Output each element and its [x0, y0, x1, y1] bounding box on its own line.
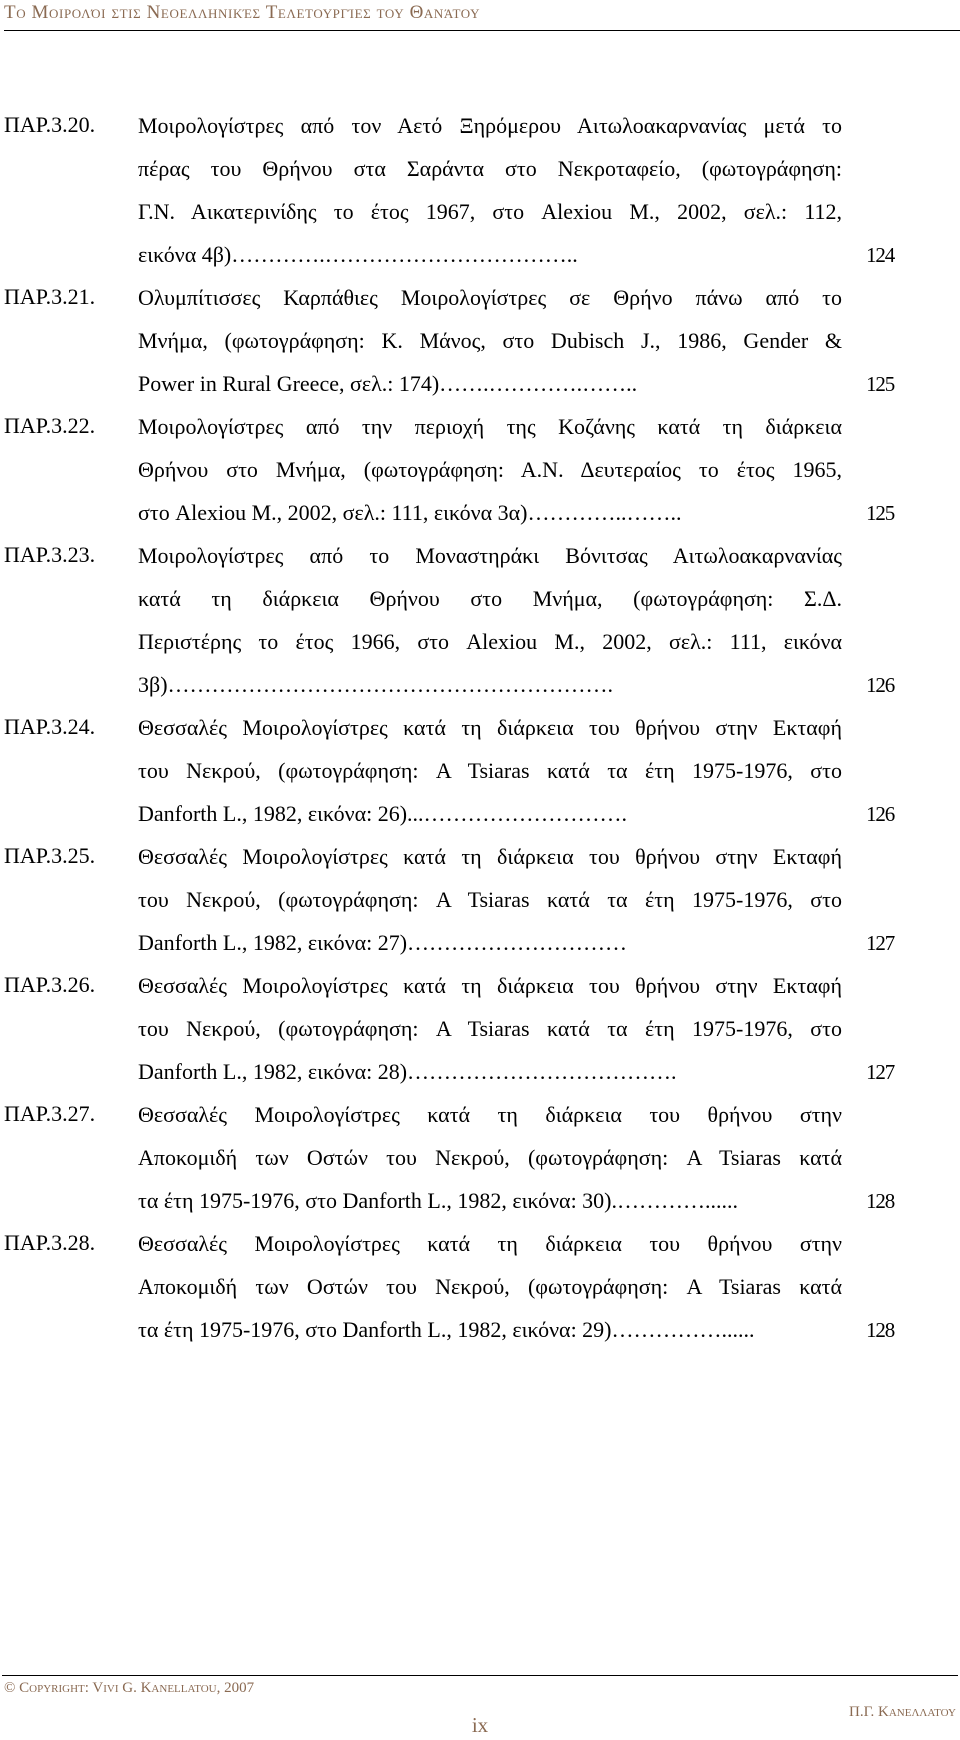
entry-label: ΠΑΡ.3.23. — [4, 542, 96, 567]
page-reference: 125 — [866, 372, 894, 396]
entry-label: ΠΑΡ.3.22. — [4, 413, 96, 438]
entry-caption — [138, 835, 894, 964]
copyright-notice: © Copyright: Vivi G. Kanellatou, 2007 — [4, 1680, 255, 1696]
caption-line: του Νεκρού, (φωτογράφηση: A Tsiaras κατά τα έτη 1975-1976, στο — [138, 758, 842, 783]
caption-line: Περιστέρης το έτος 1966, στο Alexiou M., 2002, σελ.: 111, εικόνα — [138, 629, 842, 654]
caption-leader-line: τα έτη 1975-1976, στο Danforth L., 1982, εικόνα: 30).…………...... — [138, 1188, 739, 1213]
caption-line: Θρήνου στο Μνήμα, (φωτογράφηση: Α.Ν. Δευτεραίος το έτος 1965, — [138, 457, 842, 482]
page-reference: 124 — [866, 243, 894, 267]
caption-last-line — [138, 921, 894, 964]
list-item — [0, 835, 960, 964]
header-rule — [4, 30, 960, 31]
running-header: Το Μοιρολόι στις Νεοελληνικές Τελετουργίες του Θανάτου — [4, 2, 481, 23]
caption-line: του Νεκρού, (φωτογράφηση: A Tsiaras κατά τα έτη 1975-1976, στο — [138, 887, 842, 912]
caption-last-line — [138, 792, 894, 835]
entry-caption — [138, 1222, 894, 1351]
caption-line: πέρας του Θρήνου στα Σαράντα στο Νεκροταφείο, (φωτογράφηση: — [138, 156, 842, 181]
page-reference: 127 — [866, 1060, 894, 1084]
caption-last-line — [138, 663, 894, 706]
caption-line: Αποκομιδή των Οστών του Νεκρού, (φωτογράφηση: A Tsiaras κατά — [138, 1274, 842, 1299]
list-item — [0, 276, 960, 405]
footer-rule — [2, 1675, 958, 1676]
caption-last-line — [138, 1308, 894, 1351]
entry-label: ΠΑΡ.3.21. — [4, 284, 96, 309]
caption-leader-line: τα έτη 1975-1976, στο Danforth L., 1982, εικόνα: 29)……………...... — [138, 1317, 755, 1342]
entry-label: ΠΑΡ.3.28. — [4, 1230, 96, 1255]
entry-label: ΠΑΡ.3.20. — [4, 112, 96, 137]
caption-line: του Νεκρού, (φωτογράφηση: A Tsiaras κατά τα έτη 1975-1976, στο — [138, 1016, 842, 1041]
caption-line: Μοιρολογίστρες από τον Αετό Ξηρόμερου Αιτωλοακαρνανίας μετά το — [138, 113, 842, 138]
page-reference: 126 — [866, 673, 894, 697]
page-reference: 127 — [866, 931, 894, 955]
caption-last-line — [138, 1179, 894, 1222]
entry-caption — [138, 964, 894, 1093]
caption-leader-line: 3β)……………………………………………………. — [138, 672, 614, 697]
caption-leader-line: εικόνα 4β)………….…………………………….. — [138, 242, 578, 267]
entry-caption — [138, 706, 894, 835]
entry-label: ΠΑΡ.3.24. — [4, 714, 96, 739]
page-reference: 126 — [866, 802, 894, 826]
caption-line: Αποκομιδή των Οστών του Νεκρού, (φωτογράφηση: A Tsiaras κατά — [138, 1145, 842, 1170]
caption-last-line — [138, 1050, 894, 1093]
entry-label: ΠΑΡ.3.25. — [4, 843, 96, 868]
list-item — [0, 405, 960, 534]
entry-caption — [138, 534, 894, 706]
entry-caption — [138, 276, 894, 405]
caption-line: Ολυμπίτισσες Καρπάθιες Μοιρολογίστρες σε Θρήνο πάνω από το — [138, 285, 842, 310]
caption-line: Θεσσαλές Μοιρολογίστρες κατά τη διάρκεια του θρήνου στην — [138, 1231, 842, 1256]
list-item — [0, 104, 960, 276]
caption-line: Θεσσαλές Μοιρολογίστρες κατά τη διάρκεια του θρήνου στην Εκταφή — [138, 844, 842, 869]
caption-line: Γ.Ν. Αικατερινίδης το έτος 1967, στο Alexiou M., 2002, σελ.: 112, — [138, 199, 842, 224]
page-number: ix — [471, 1713, 489, 1737]
page-reference: 128 — [866, 1189, 894, 1213]
caption-leader-line: Danforth L., 1982, εικόνα: 27)………………………… — [138, 930, 628, 955]
entry-caption — [138, 405, 894, 534]
entry-label: ΠΑΡ.3.26. — [4, 972, 96, 997]
caption-line: Θεσσαλές Μοιρολογίστρες κατά τη διάρκεια του θρήνου στην — [138, 1102, 842, 1127]
figure-list — [0, 104, 960, 1351]
list-item — [0, 1093, 960, 1222]
page-reference: 125 — [866, 501, 894, 525]
caption-line: Θεσσαλές Μοιρολογίστρες κατά τη διάρκεια του θρήνου στην Εκταφή — [138, 973, 842, 998]
list-item — [0, 534, 960, 706]
caption-leader-line: Danforth L., 1982, εικόνα: 26)...………………………. — [138, 801, 628, 826]
caption-line: κατά τη διάρκεια Θρήνου στο Μνήμα, (φωτογράφηση: Σ.Δ. — [138, 586, 842, 611]
caption-leader-line: Power in Rural Greece, σελ.: 174)…….………….…….. — [138, 371, 638, 396]
caption-line: Μοιρολογίστρες από το Μοναστηράκι Βόνιτσας Αιτωλοακαρνανίας — [138, 543, 842, 568]
list-item — [0, 964, 960, 1093]
entry-caption — [138, 104, 894, 276]
caption-last-line — [138, 362, 894, 405]
caption-line: Μοιρολογίστρες από την περιοχή της Κοζάνης κατά τη διάρκεια — [138, 414, 842, 439]
list-item — [0, 1222, 960, 1351]
list-item — [0, 706, 960, 835]
caption-leader-line: Danforth L., 1982, εικόνα: 28)………………………………. — [138, 1059, 677, 1084]
caption-line: Μνήμα, (φωτογράφηση: K. Μάνος, στο Dubisch J., 1986, Gender & — [138, 328, 842, 353]
caption-line: Θεσσαλές Μοιρολογίστρες κατά τη διάρκεια του θρήνου στην Εκταφή — [138, 715, 842, 740]
caption-last-line — [138, 491, 894, 534]
page-reference: 128 — [866, 1318, 894, 1342]
author-initials: Π.Γ. Κανελλατου — [849, 1704, 956, 1720]
caption-last-line — [138, 233, 894, 276]
caption-leader-line: στο Alexiou M., 2002, σελ.: 111, εικόνα 3α)…………..…….. — [138, 500, 682, 525]
entry-caption — [138, 1093, 894, 1222]
entry-label: ΠΑΡ.3.27. — [4, 1101, 96, 1126]
